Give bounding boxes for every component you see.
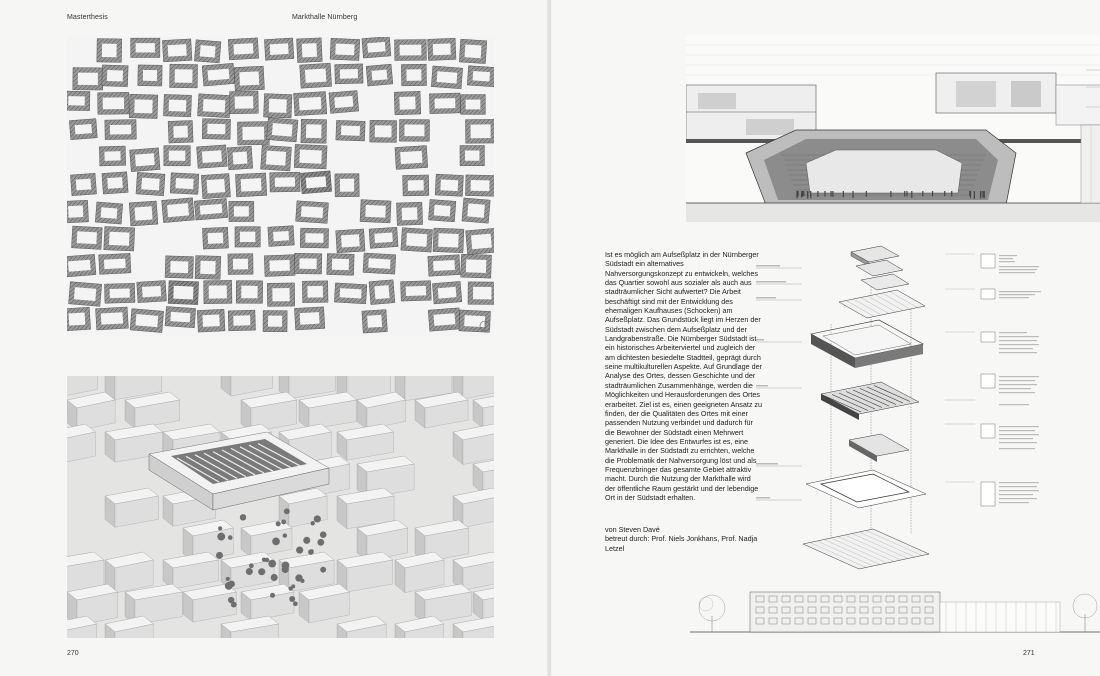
aerial-view-svg [67, 376, 494, 638]
credits-author: von Steven Davé [605, 525, 660, 534]
street-elevation-image [690, 586, 1100, 634]
exploded-axonometry-svg [801, 244, 931, 584]
diagram-legend [945, 252, 1045, 517]
perspective-section-image [686, 35, 1100, 222]
street-elevation-svg [690, 586, 1100, 634]
figure-ground-plan-image [67, 37, 494, 336]
credits [605, 525, 775, 553]
header-project-label: Markthalle Nürnberg [292, 14, 358, 21]
exploded-axonometry-image [801, 244, 931, 584]
body-paragraph: Ist es möglich am Aufseßplatz in der Nürnberger Südstadt ein alternatives Nahversorgungskonzept zu entwickeln, welches das Quartier sowohl aus sozialer als auch aus stadträumlicher Sicht aufwertet? Die Arbeit beschäftigt sind mit der Entwicklung des ehemaligen Kaufhauses (Schocken) am Aufseßplatz. Das Grundstück liegt im Herzen der Südstadt zwischen dem Aufseßplatz und der Landgrabenstraße. Die Nürnberger Südstadt ist ein historisches Arbeiterviertel und zugleich der am dichtesten besiedelte Stadtteil, geprägt durch seine multikulturellen Aspekte. Auf Grundlage der Analyse des Ortes, dessen Geschichte und der stadträumlichen Zusammenhänge, werden die Möglichkeiten und Herausforderungen des Ortes erarbeitet. Ziel ist es, einen geeigneten Ansatz zu finden, der die Qualitäten des Ortes mit einer passenden Nutzung verbindet und dadurch für die Bewohner der Südstadt einen Mehrwert generiert. Die Idee des Entwurfes ist es, eine Markthalle in der Südstadt zu errichten, welche die Problematik der Nahversorgung löst und als Frequenzbringer das gesamte Gebiet attraktiv macht. Durch die Nutzung der Markthalle wird der öffentliche Raum gestärkt und der lebendige Ort in der Südstadt erhalten. [605, 250, 763, 502]
left-page [0, 0, 549, 676]
page-number-right: 271 [1023, 650, 1035, 657]
aerial-view-image [67, 376, 494, 638]
header-left-label: Masterthesis [67, 14, 108, 21]
page-number-left: 270 [67, 650, 79, 657]
credits-supervisors: betreut durch: Prof. Niels Jonkhans, Prof. Nadja Letzel [605, 534, 758, 553]
figure-ground-plan-svg [67, 37, 494, 336]
body-text [605, 250, 763, 511]
perspective-section-svg [686, 35, 1100, 222]
